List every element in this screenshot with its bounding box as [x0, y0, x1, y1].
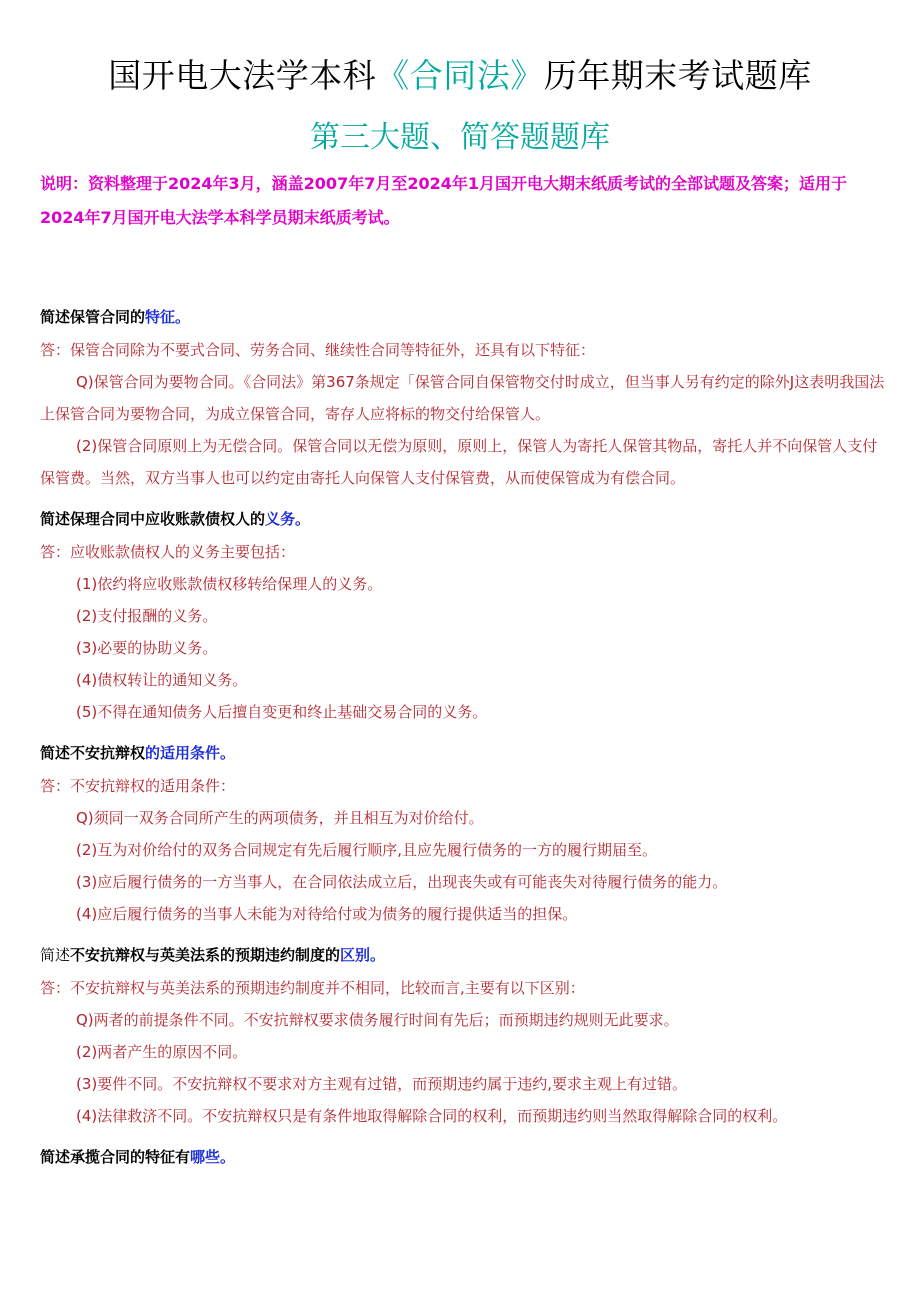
question-heading	[40, 1140, 885, 1174]
answer-intro: 答：不安抗辩权与英美法系的预期违约制度并不相同，比较而言,主要有以下区别：	[40, 979, 585, 997]
answer-paragraph: Q)保管合同为要物合同。《合同法》第367条规定「保管合同自保管物交付时成立，但当事人另有约定的除外J这表明我国法上保管合同为要物合同，为成立保管合同，寄存人应将标的物交付给保管人。	[40, 373, 885, 423]
question-text: 简述保管合同的	[40, 308, 146, 326]
answer-item: (3)必要的协助义务。	[76, 639, 218, 657]
question-list	[40, 300, 885, 1174]
question-keyword: 哪些。	[190, 1148, 236, 1166]
question-text: 简述保理合同中应收账款债权人的	[40, 510, 266, 528]
answer-intro: 答：应收账款债权人的义务主要包括：	[40, 543, 296, 561]
question-text: 简述承揽合同的特征有	[40, 1148, 191, 1166]
page-subtitle: 第三大题、简答题题库	[310, 120, 610, 155]
answer-paragraph: (4)法律救济不同。不安抗辩权只是有条件地取得解除合同的权利，而预期违约则当然取得解除合同的权利。	[76, 1107, 788, 1125]
answer-intro: 答：不安抗辩权的适用条件：	[40, 777, 236, 795]
question-keyword: 的适用条件。	[145, 744, 236, 762]
answer-item: (4)应后履行债务的当事人未能为对待给付或为债务的履行提供适当的担保。	[76, 905, 578, 923]
answer-item: Q)两者的前提条件不同。不安抗辩权要求债务履行时间有先后；而预期违约规则无此要求。	[76, 1011, 679, 1029]
answer-item: (4)债权转让的通知义务。	[76, 671, 248, 689]
answer-item: Q)须同一双务合同所产生的两项债务，并且相互为对价给付。	[76, 809, 484, 827]
answer-item: (3)要件不同。不安抗辩权不要求对方主观有过错，而预期违约属于违约,要求主观上有过错。	[76, 1075, 688, 1093]
question-heading	[40, 300, 885, 334]
answer-intro: 答：保管合同除为不要式合同、劳务合同、继续性合同等特征外，还具有以下特征：	[40, 341, 596, 359]
page-title	[0, 50, 920, 97]
question-keyword: 特征。	[145, 308, 191, 326]
answer-item: (1)依约将应收账款债权移转给保理人的义务。	[76, 575, 383, 593]
question-keyword: 区别。	[340, 946, 386, 964]
answer-item: (5)不得在通知债务人后擅自变更和终止基础交易合同的义务。	[76, 703, 488, 721]
answer-item: (2)支付报酬的义务。	[76, 607, 218, 625]
description-note: 说明：资料整理于2024年3月，涵盖2007年7月至2024年1月国开电大期末纸质考试的全部试题及答案；适用于2024年7月国开电大法学本科学员期末纸质考试。	[40, 174, 847, 227]
question-heading	[40, 938, 885, 972]
question-text: 简述不安抗辩权	[40, 744, 146, 762]
question-heading	[40, 736, 885, 770]
answer-item: (2)两者产生的原因不同。	[76, 1043, 248, 1061]
title-highlight: 《合同法》	[376, 56, 544, 95]
question-text-plain: 简述	[40, 946, 71, 964]
answer-paragraph: (2)保管合同原则上为无偿合同。保管合同以无偿为原则，原则上，保管人为寄托人保管其物品，寄托人并不向保管人支付保管费。当然，双方当事人也可以约定由寄托人向保管人支付保管费，从而使保管成为有偿合同。	[40, 437, 878, 487]
title-prefix: 国开电大法学本科	[108, 56, 377, 95]
title-suffix: 历年期末考试题库	[543, 56, 812, 95]
answer-item: (3)应后履行债务的一方当事人，在合同依法成立后，出现丧失或有可能丧失对待履行债务的能力。	[76, 873, 728, 891]
answer-item: (2)互为对价给付的双务合同规定有先后履行顺序,且应先履行债务的一方的履行期届至。	[76, 841, 658, 859]
question-text: 不安抗辩权与英美法系的预期违约制度的	[70, 946, 341, 964]
question-keyword: 义务。	[265, 510, 311, 528]
question-heading	[40, 502, 885, 536]
